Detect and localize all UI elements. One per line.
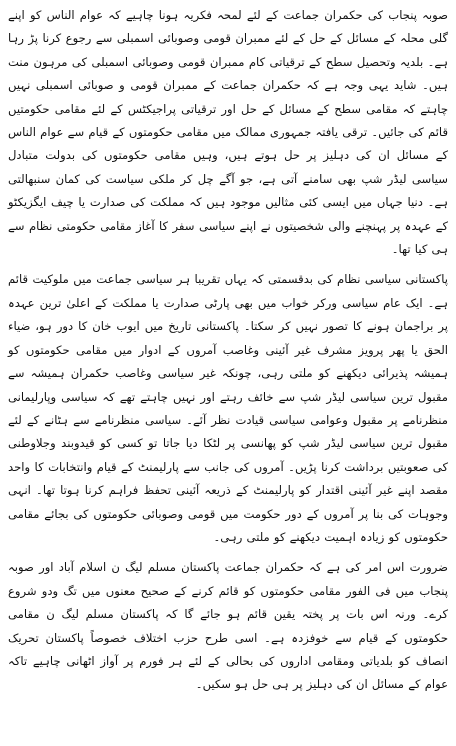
paragraph-1: صوبہ پنجاب کی حکمران جماعت کے لئے لمحہ فکریہ ہونا چاہیے کہ عوام الناس کو اپنے گلی محلہ کے مسائل کے حل کے لئے ممبران قومی وصوبائی اسمبلی سے رجوع کرنا پڑ رہا ہے۔ بلدیہ وتحصیل سطح کے ترقیاتی کام ممبران قومی وصوبائی اسمبلی کی مرہون منت ہیں۔ شاید یہی وجہ ہے کہ حکمران جماعت کے ممبران قومی و صوبائی اسمبلی نہیں چاہتے کہ مقامی سطح کے مسائل کے حل اور ترقیاتی پراجیکٹس کے لئے مقامی حکومتیں قائم کی جائیں۔ ترقی یافتہ جمہوری ممالک میں مقامی حکومتوں کے قیام سے عوام الناس کے مسائل ان کی دہلیز پر حل ہوتے ہیں، وہیں مقامی حکومتوں کی بدولت متبادل سیاسی لیڈر شپ بھی سامنے آتی ہے، جو آگے چل کر ملکی سیاست کی کمان سنبھالتی ہے۔ دنیا جہاں میں ایسی کئی مثالیں موجود ہیں کہ مملکت کی صدارت یا چیف ایگزیکٹو کے عہدہ پر پہنچنے والی شخصیتوں نے اپنے سیاسی سفر کا آغاز مقامی حکومتی نظام سے ہی کیا تھا۔ xyxy=(8,8,448,257)
paragraph-2: پاکستانی سیاسی نظام کی بدقسمتی کہ یہاں تقریبا ہر سیاسی جماعت میں ملوکیت قائم ہے۔ ایک عام سیاسی ورکر خواب میں بھی پارٹی صدارت یا مملکت کے اعلیٰ ترین عہدہ پر براجمان ہونے کا تصور نہیں کر سکتا۔ پاکستانی تاریخ میں ایوب خان کا دور ہو، ضیاء الحق یا پھر پرویز مشرف غیر آئینی وغاصب آمروں کے ادوار میں مقامی حکومتوں کو ہمیشہ پذیرائی دیکھنے کو ملتی رہی، چونکہ غیر سیاسی وغاصب حکمران ہمیشہ سے مقبول ترین سیاسی لیڈر شپ سے خائف رہتے اور نہیں چاہتے تھے کہ سیاسی وپارلیمانی منظرنامے پر مقبول وعوامی سیاسی قیادت نظر آئے۔ سیاسی منظرنامے سے ہٹانے کے لئے مقبول ترین سیاسی لیڈر شپ کو پھانسی پر لٹکا دیا جاتا تو کسی کو قیدوبند وجلاوطنی کی صعوبتیں برداشت کرنا پڑیں۔ آمروں کی جانب سے پارلیمنٹ کے قیام وانتخابات کا واحد مقصد اپنے غیر آئینی اقتدار کو پارلیمنٹ کے ذریعہ آئینی تحفظ فراہم کرنا ہوتا تھا۔ انہی وجوہات کی بنا پر آمروں کے دور حکومت میں قومی وصوبائی حکومتوں کی بجائے مقامی حکومتوں کو زیادہ اہمیت دیکھنے کو ملتی رہی۔ xyxy=(8,272,448,544)
paragraph-3: ضرورت اس امر کی ہے کہ حکمران جماعت پاکستان مسلم لیگ ن اسلام آباد اور صوبہ پنجاب میں فی الفور مقامی حکومتوں کو قائم کرنے کے صحیح معنوں میں تگ ودو شروع کرے۔ ورنہ اس بات پر پختہ یقین قائم ہو جائے گا کہ پاکستان مسلم لیگ ن مقامی حکومتوں کے قیام سے خوفزدہ ہے۔ اسی طرح حزب اختلاف خصوصاً پاکستان تحریک انصاف کو بلدیاتی ومقامی اداروں کی بحالی کے لئے ہر فورم پر آواز اٹھانی چاہیے تاکہ عوام کے مسائل ان کی دہلیز پر ہی حل ہو سکیں۔ xyxy=(8,560,448,692)
